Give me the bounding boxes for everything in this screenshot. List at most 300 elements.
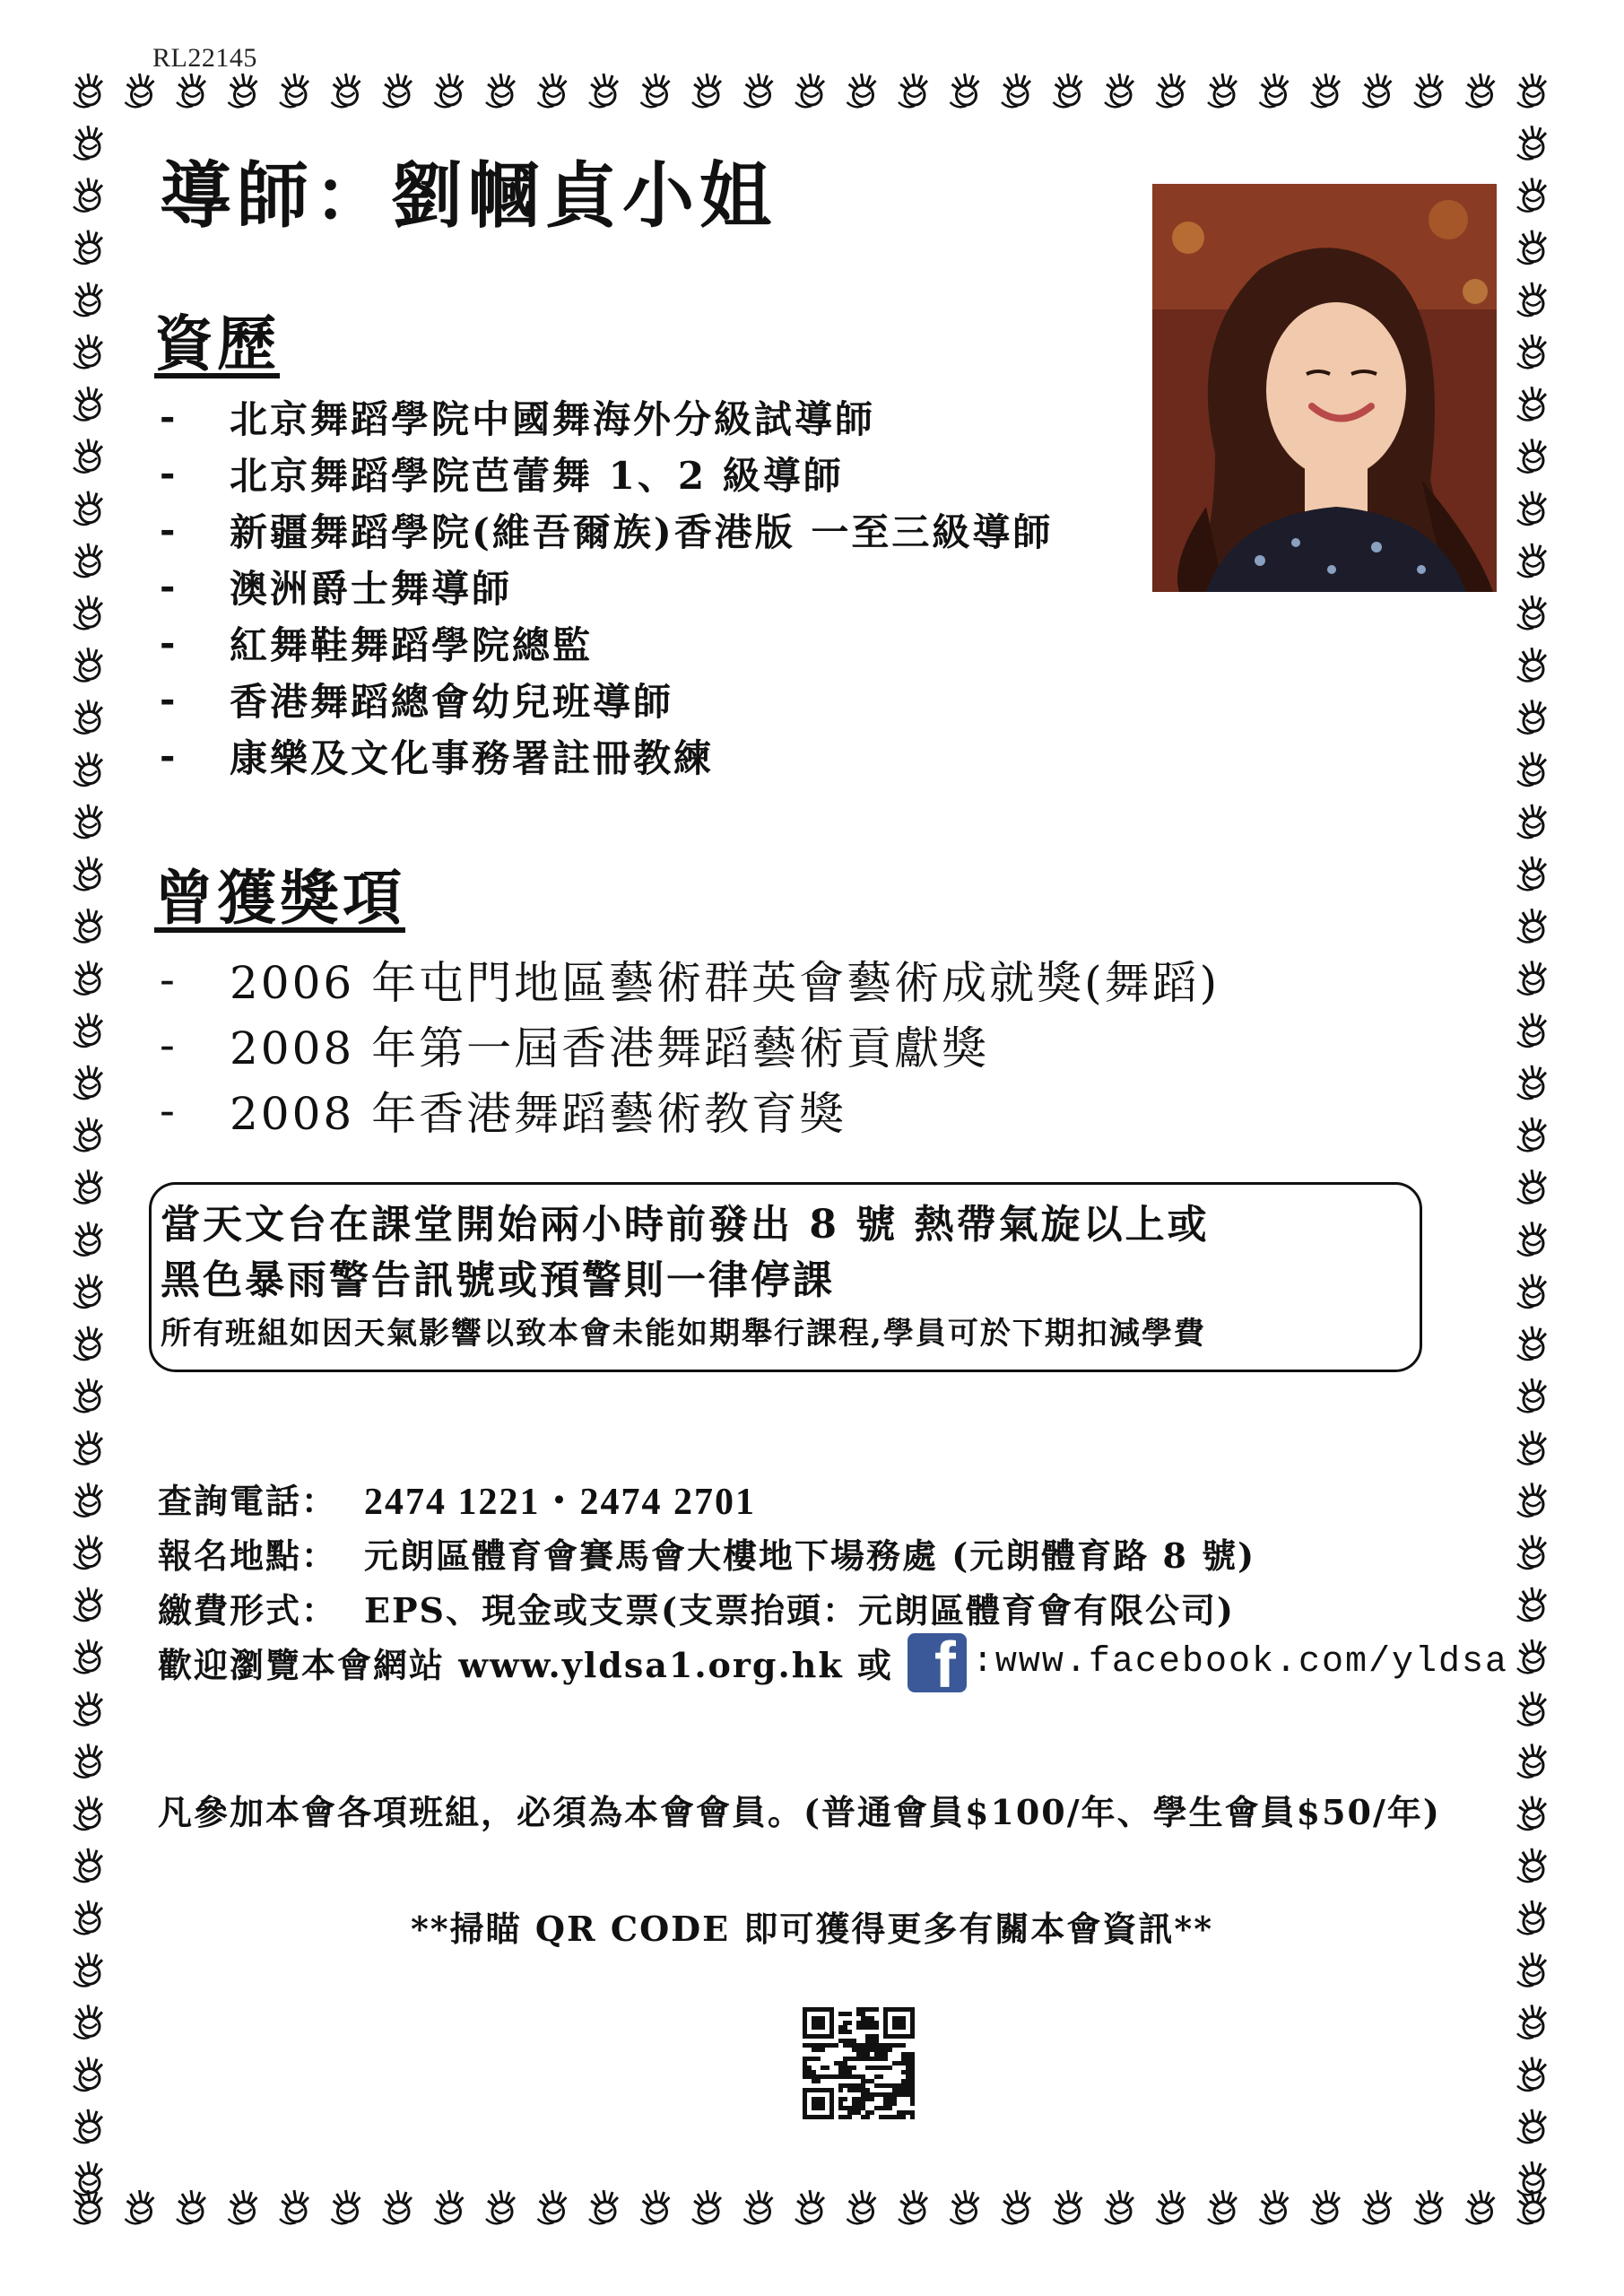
qr-module xyxy=(838,2074,843,2079)
qr-module xyxy=(861,2092,865,2097)
qr-module xyxy=(816,2115,821,2119)
qr-module xyxy=(834,2043,838,2048)
border-ornament xyxy=(1517,178,1546,211)
qr-module xyxy=(807,2074,812,2079)
qr-module xyxy=(874,2066,879,2070)
border-ornament xyxy=(641,74,670,107)
border-ornament xyxy=(1517,1535,1546,1569)
qr-module xyxy=(829,2007,834,2012)
qr-module xyxy=(829,2025,834,2030)
qr-module xyxy=(901,2016,906,2021)
qr-module xyxy=(865,2043,870,2048)
qr-module xyxy=(838,2106,843,2110)
qr-module xyxy=(803,2012,807,2016)
qr-module xyxy=(816,2021,821,2025)
border-ornament xyxy=(1260,2190,1289,2223)
qr-module xyxy=(829,2012,834,2016)
qr-module xyxy=(888,2083,892,2088)
qr-module xyxy=(838,2066,843,2070)
qr-module xyxy=(883,2101,888,2106)
border-ornament xyxy=(744,74,773,107)
qr-module xyxy=(870,2110,874,2115)
border-ornament xyxy=(538,2190,567,2223)
qr-module xyxy=(856,2097,861,2101)
border-ornament xyxy=(1517,700,1546,733)
qr-module xyxy=(852,2039,856,2043)
qr-module xyxy=(847,2115,852,2119)
qr-module xyxy=(825,2007,829,2012)
website-link[interactable]: 歡迎瀏覽本會網站 www.yldsa1.org.hk 或 xyxy=(158,1645,893,1685)
qr-module xyxy=(803,2092,807,2097)
qr-module xyxy=(812,2043,816,2048)
qr-module xyxy=(843,2066,847,2070)
qr-module xyxy=(803,2043,807,2048)
border-ornament xyxy=(74,1170,102,1203)
border-ornament xyxy=(1517,1326,1546,1360)
qr-module xyxy=(861,2074,865,2079)
qr-module xyxy=(816,2106,821,2110)
qr-module xyxy=(910,2088,915,2092)
list-item: - 2006 年屯門地區藝術群英會藝術成就獎(舞蹈) xyxy=(160,952,1220,1009)
qr-module xyxy=(888,2101,892,2106)
qr-module xyxy=(910,2115,915,2119)
qr-module xyxy=(847,2057,852,2061)
qr-module xyxy=(910,2066,915,2070)
qr-module xyxy=(874,2052,879,2057)
qr-module xyxy=(906,2070,910,2074)
qr-module xyxy=(892,2097,897,2101)
qr-module xyxy=(856,2052,861,2057)
document-code: RL22145 xyxy=(152,43,257,73)
qr-module xyxy=(865,2007,870,2012)
qr-module xyxy=(803,2007,807,2012)
qr-module xyxy=(843,2030,847,2034)
payment-value: EPS、現金或支票(支票抬頭：元朗區體育會有限公司) xyxy=(364,1590,1235,1631)
qr-module xyxy=(856,2101,861,2106)
list-item: - 2008 年香港舞蹈藝術教育獎 xyxy=(160,1083,847,1140)
qr-module xyxy=(861,2052,865,2057)
border-ornament xyxy=(589,2190,618,2223)
qr-module xyxy=(807,2066,812,2070)
qr-module xyxy=(812,2034,816,2039)
qr-module xyxy=(821,2043,825,2048)
qr-module xyxy=(812,2007,816,2012)
qr-module xyxy=(883,2034,888,2039)
qr-module xyxy=(892,2007,897,2012)
qr-module xyxy=(870,2039,874,2043)
qr-module xyxy=(879,2106,883,2110)
qr-module xyxy=(892,2083,897,2088)
qr-module xyxy=(874,2106,879,2110)
border-ornament xyxy=(74,909,102,942)
qr-module xyxy=(843,2074,847,2079)
qr-module xyxy=(874,2043,879,2048)
qr-module xyxy=(807,2007,812,2012)
list-item: - 北京舞蹈學院中國舞海外分級試導師 xyxy=(160,395,876,441)
qr-module xyxy=(874,2083,879,2088)
border-ornament xyxy=(1517,439,1546,472)
border-ornament xyxy=(1002,74,1030,107)
qr-module xyxy=(852,2074,856,2079)
qr-module xyxy=(803,2088,807,2092)
border-ornament xyxy=(74,804,102,838)
qr-module xyxy=(910,2101,915,2106)
qr-module xyxy=(838,2039,843,2043)
border-ornament xyxy=(1517,1378,1546,1412)
contact-info xyxy=(158,1471,1508,1701)
border-ornament xyxy=(74,178,102,211)
membership-note: 凡參加本會各項班組，必須為本會會員。(普通會員$100/年、學生會員$50/年) xyxy=(158,1792,1441,1832)
border-ornament xyxy=(74,544,102,577)
qr-module xyxy=(901,2110,906,2115)
qr-module xyxy=(897,2016,901,2021)
border-ornament xyxy=(1517,1952,1546,1986)
qr-module xyxy=(897,2007,901,2012)
border-ornament xyxy=(1363,74,1392,107)
border-ornament xyxy=(1517,1692,1546,1725)
list-item: - 新疆舞蹈學院(維吾爾族)香港版 一至三級導師 xyxy=(160,508,1054,554)
qr-module xyxy=(812,2016,816,2021)
qr-module xyxy=(856,2088,861,2092)
qr-module xyxy=(852,2083,856,2088)
qr-module xyxy=(883,2030,888,2034)
qr-module xyxy=(874,2039,879,2043)
qr-module xyxy=(816,2043,821,2048)
border-ornament xyxy=(486,74,515,107)
qr-module xyxy=(892,2025,897,2030)
qr-module xyxy=(803,2016,807,2021)
qr-module xyxy=(879,2043,883,2048)
border-ornament xyxy=(74,491,102,525)
qr-module xyxy=(803,2034,807,2039)
border-ornament xyxy=(1517,283,1546,316)
border-ornament xyxy=(74,1639,102,1673)
border-ornament xyxy=(1517,335,1546,368)
border-ornament xyxy=(74,1118,102,1151)
border-ornament xyxy=(74,1065,102,1099)
qr-module xyxy=(856,2110,861,2115)
border-ornament xyxy=(74,2005,102,2038)
border-ornament xyxy=(1054,2190,1082,2223)
border-ornament xyxy=(899,74,927,107)
qr-module xyxy=(852,2088,856,2092)
list-item: - 北京舞蹈學院芭蕾舞 1、2 級導師 xyxy=(160,451,844,498)
border-ornament xyxy=(126,74,154,107)
qr-module xyxy=(825,2043,829,2048)
qr-module xyxy=(812,2074,816,2079)
address-value: 元朗區體育會賽馬會大樓地下場務處 (元朗體育路 8 號) xyxy=(364,1535,1256,1576)
qr-module xyxy=(874,2092,879,2097)
border-ornament xyxy=(1157,2190,1185,2223)
border-ornament xyxy=(74,126,102,159)
border-ornament xyxy=(1466,2190,1495,2223)
border-ornament xyxy=(795,2190,824,2223)
qr-module xyxy=(901,2034,906,2039)
qr-module xyxy=(861,2115,865,2119)
qr-module xyxy=(829,2021,834,2025)
qr-module xyxy=(861,2057,865,2061)
border-ornament xyxy=(1517,1796,1546,1830)
border-ornament xyxy=(74,648,102,681)
qr-module xyxy=(807,2115,812,2119)
qr-module xyxy=(843,2012,847,2016)
qr-module xyxy=(803,2106,807,2110)
qr-module xyxy=(816,2048,821,2052)
qr-module xyxy=(861,2021,865,2025)
border-ornament xyxy=(74,1952,102,1986)
qr-module xyxy=(897,2043,901,2048)
border-ornament xyxy=(435,74,464,107)
qr-module xyxy=(843,2097,847,2101)
border-ornament xyxy=(74,387,102,420)
border-ornament xyxy=(74,1796,102,1830)
list-item: - 康樂及文化事務署註冊教練 xyxy=(160,734,715,780)
qr-module xyxy=(825,2074,829,2079)
qr-module xyxy=(910,2034,915,2039)
portrait-image xyxy=(1152,184,1497,592)
qr-module xyxy=(812,2106,816,2110)
border-ornament xyxy=(1054,74,1082,107)
qr-module xyxy=(901,2115,906,2119)
qr-module xyxy=(821,2101,825,2106)
qr-module xyxy=(816,2007,821,2012)
qr-module xyxy=(865,2039,870,2043)
border-ornament xyxy=(1517,2109,1546,2143)
qr-module xyxy=(883,2083,888,2088)
qr-module xyxy=(812,2057,816,2061)
border-ornament xyxy=(74,1848,102,1882)
qr-module xyxy=(861,2106,865,2110)
qr-module xyxy=(816,2034,821,2039)
border-ornament xyxy=(1517,74,1546,107)
qr-module xyxy=(910,2074,915,2079)
qr-module xyxy=(901,2052,906,2057)
qr-module xyxy=(906,2088,910,2092)
qr-module xyxy=(861,2088,865,2092)
qr-module xyxy=(803,2066,807,2070)
qr-module xyxy=(834,2074,838,2079)
qr-module xyxy=(879,2057,883,2061)
qr-module xyxy=(861,2079,865,2083)
qr-module xyxy=(843,2039,847,2043)
qr-module xyxy=(910,2097,915,2101)
qr-module xyxy=(812,2021,816,2025)
qr-module xyxy=(838,2061,843,2066)
qr-module xyxy=(888,2097,892,2101)
qr-module xyxy=(852,2106,856,2110)
border-ornament xyxy=(951,2190,979,2223)
border-ornament xyxy=(74,1274,102,1308)
qr-module xyxy=(888,2092,892,2097)
qr-module xyxy=(816,2079,821,2083)
qr-module xyxy=(856,2025,861,2030)
qr-module xyxy=(870,2021,874,2025)
qr-module xyxy=(883,2016,888,2021)
qr-module xyxy=(821,2088,825,2092)
qr-module xyxy=(910,2083,915,2088)
qr-module xyxy=(856,2007,861,2012)
border-ornament xyxy=(1517,1848,1546,1882)
qr-module xyxy=(803,2101,807,2106)
border-ornament xyxy=(538,74,567,107)
border-ornament xyxy=(1517,126,1546,159)
qr-module xyxy=(910,2016,915,2021)
qr-module xyxy=(906,2074,910,2079)
border-ornament xyxy=(1517,1118,1546,1151)
qr-module xyxy=(825,2034,829,2039)
qr-module xyxy=(843,2083,847,2088)
qr-module xyxy=(874,2025,879,2030)
border-ornament xyxy=(1517,1222,1546,1255)
border-ornament xyxy=(899,2190,927,2223)
qr-module xyxy=(865,2025,870,2030)
border-ornament xyxy=(383,2190,412,2223)
qr-module xyxy=(847,2083,852,2088)
border-ornament xyxy=(1517,596,1546,629)
qr-module xyxy=(883,2048,888,2052)
border-ornament xyxy=(1517,804,1546,838)
qr-module xyxy=(847,2070,852,2074)
qr-module xyxy=(865,2079,870,2083)
qr-module xyxy=(821,2066,825,2070)
qr-module xyxy=(910,2030,915,2034)
qr-module xyxy=(829,2030,834,2034)
qr-module xyxy=(852,2048,856,2052)
border-ornament xyxy=(1517,909,1546,942)
qr-module xyxy=(888,2048,892,2052)
qr-module xyxy=(888,2115,892,2119)
qr-module xyxy=(865,2110,870,2115)
qr-module xyxy=(897,2092,901,2097)
border-ornament xyxy=(1517,1013,1546,1047)
qr-module xyxy=(874,2048,879,2052)
border-ornament xyxy=(74,1535,102,1569)
qr-module xyxy=(852,2110,856,2115)
qr-module xyxy=(870,2092,874,2097)
qr-module xyxy=(897,2061,901,2066)
qr-module xyxy=(892,2016,897,2021)
qr-module xyxy=(829,2106,834,2110)
border-ornament xyxy=(126,2190,154,2223)
qr-module xyxy=(821,2016,825,2021)
facebook-icon[interactable]: f xyxy=(908,1633,967,1692)
border-ornament xyxy=(641,2190,670,2223)
qr-module xyxy=(861,2048,865,2052)
border-ornament xyxy=(280,2190,308,2223)
border-ornament xyxy=(1208,74,1237,107)
qr-module xyxy=(874,2007,879,2012)
qr-module xyxy=(812,2070,816,2074)
qr-module xyxy=(910,2052,915,2057)
qr-module xyxy=(888,2066,892,2070)
border-ornament xyxy=(692,74,721,107)
qr-module xyxy=(829,2101,834,2106)
qr-module xyxy=(892,2034,897,2039)
border-ornament xyxy=(74,1326,102,1360)
qr-module xyxy=(838,2097,843,2101)
qr-module xyxy=(906,2066,910,2070)
qr-module xyxy=(803,2070,807,2074)
qr-module xyxy=(807,2057,812,2061)
weather-notice-box xyxy=(149,1182,1422,1372)
qr-module xyxy=(906,2092,910,2097)
qr-module xyxy=(829,2110,834,2115)
qr-module xyxy=(910,2070,915,2074)
qr-module xyxy=(897,2021,901,2025)
qr-module xyxy=(865,2016,870,2021)
address-row xyxy=(158,1526,1508,1580)
qr-module xyxy=(838,2070,843,2074)
qualifications-heading: 資歷 xyxy=(154,309,280,378)
border-ornament xyxy=(74,1692,102,1725)
qr-module xyxy=(888,2043,892,2048)
qr-module xyxy=(838,2115,843,2119)
qr-module xyxy=(852,2066,856,2070)
border-ornament xyxy=(1105,2190,1133,2223)
qr-module xyxy=(861,2025,865,2030)
qr-module xyxy=(910,2007,915,2012)
qr-module xyxy=(870,2048,874,2052)
facebook-link[interactable]: :www.facebook.com/yldsa xyxy=(971,1642,1508,1683)
border-ornament xyxy=(1517,1065,1546,1099)
qr-module xyxy=(816,2088,821,2092)
border-ornament xyxy=(332,2190,360,2223)
border-ornament xyxy=(177,2190,205,2223)
qr-module xyxy=(847,2043,852,2048)
qr-module xyxy=(825,2066,829,2070)
qr-module xyxy=(803,2110,807,2115)
border-ornament xyxy=(1517,961,1546,994)
qr-module xyxy=(816,2057,821,2061)
awards-list xyxy=(160,946,1220,1143)
qr-module xyxy=(847,2074,852,2079)
border-ornament xyxy=(280,74,308,107)
qr-module xyxy=(870,2057,874,2061)
border-ornament xyxy=(1517,491,1546,525)
qr-module xyxy=(897,2110,901,2115)
qr-module xyxy=(829,2034,834,2039)
qr-module xyxy=(865,2088,870,2092)
list-item: - 2008 年第一屆香港舞蹈藝術貢獻獎 xyxy=(160,1018,990,1074)
border-ornament xyxy=(74,752,102,786)
qr-module xyxy=(879,2048,883,2052)
qr-module xyxy=(883,2097,888,2101)
qr-module xyxy=(910,2092,915,2097)
qr-module xyxy=(906,2052,910,2057)
qr-module xyxy=(897,2083,901,2088)
qr-module xyxy=(897,2025,901,2030)
border-ornament xyxy=(795,74,824,107)
list-item: - 香港舞蹈總會幼兒班導師 xyxy=(160,677,674,724)
border-ornament xyxy=(74,2057,102,2091)
border-ornament xyxy=(1105,74,1133,107)
border-ornament xyxy=(74,1378,102,1412)
qr-module xyxy=(812,2088,816,2092)
qr-module xyxy=(856,2083,861,2088)
qr-module xyxy=(807,2043,812,2048)
qr-module xyxy=(803,2074,807,2079)
qr-module xyxy=(874,2034,879,2039)
qr-module xyxy=(879,2052,883,2057)
border-ornament xyxy=(1311,2190,1340,2223)
qr-module xyxy=(803,2115,807,2119)
qr-module xyxy=(879,2092,883,2097)
border-ornament xyxy=(951,74,979,107)
qr-module xyxy=(865,2097,870,2101)
qr-module xyxy=(874,2021,879,2025)
border-ornament xyxy=(1208,2190,1237,2223)
qr-module xyxy=(843,2106,847,2110)
